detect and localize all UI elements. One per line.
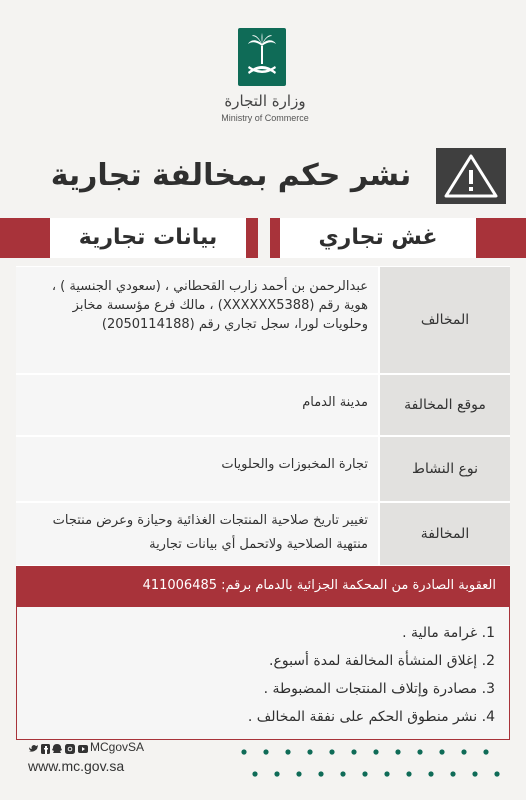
headline <box>0 148 526 204</box>
table-row-activity <box>16 437 510 503</box>
decor-dot <box>483 749 488 754</box>
penalty-header: العقوبة الصادرة من المحكمة الجزائية بالدمام برقم: 411006485 <box>16 566 510 606</box>
facebook-icon <box>41 744 50 754</box>
palm-swords-icon <box>238 28 286 86</box>
decor-dot <box>450 771 455 776</box>
ministry-name-en: Ministry of Commerce <box>221 113 309 123</box>
table-row-location <box>16 375 510 437</box>
instagram-icon <box>65 744 75 754</box>
decor-dot <box>296 771 301 776</box>
penalty-list <box>16 606 510 740</box>
tag-commercial-fraud: غش تجاري <box>280 218 476 258</box>
decor-dot <box>274 771 279 776</box>
website-link[interactable]: www.mc.gov.sa <box>28 758 125 774</box>
penalty-item: 3. مصادرة وإتلاف المنتجات المضبوطة . <box>263 681 495 697</box>
decor-dot <box>439 749 444 754</box>
tag-commercial-data: بيانات تجارية <box>50 218 246 258</box>
violator-value: عبدالرحمن بن أحمد زارب القحطاني ، (سعودي الجنسية ) ، هوية رقم (XXXXXX5388) ، مالك فرع مؤسسة مخابز وحلويات لورا، سجل تجاري رقم (2050114188) <box>16 267 378 373</box>
decor-dot <box>263 749 268 754</box>
decor-dot <box>307 749 312 754</box>
violation-value: تغيير تاريخ صلاحية المنتجات الغذائية وحيازة وعرض منتجات منتهية الصلاحية ولاتحمل أي بيانات تجارية <box>16 503 378 565</box>
decor-dot <box>428 771 433 776</box>
decor-dot <box>241 749 246 754</box>
ministry-logo <box>238 28 286 86</box>
snapchat-icon <box>52 744 62 753</box>
penalty-item: 1. غرامة مالية . <box>402 625 495 641</box>
decor-dot <box>373 749 378 754</box>
violator-label: المخالف <box>378 267 510 373</box>
table-row-violator <box>16 267 510 375</box>
twitter-icon <box>29 745 38 752</box>
location-value: مدينة الدمام <box>16 375 378 435</box>
decor-dot <box>472 771 477 776</box>
decor-dot <box>351 749 356 754</box>
decor-dot <box>252 771 257 776</box>
decor-dot <box>384 771 389 776</box>
decor-dot <box>340 771 345 776</box>
decorative-dots <box>236 746 518 786</box>
youtube-icon <box>78 745 88 753</box>
decor-dot <box>417 749 422 754</box>
decor-dot <box>329 749 334 754</box>
warning-triangle-icon <box>436 148 506 204</box>
activity-label: نوع النشاط <box>378 437 510 501</box>
penalty-item: 2. إغلاق المنشأة المخالفة لمدة أسبوع. <box>269 653 495 669</box>
activity-value: تجارة المخبوزات والحلويات <box>16 437 378 501</box>
social-icons <box>28 743 88 755</box>
decor-dot <box>406 771 411 776</box>
decor-dot <box>362 771 367 776</box>
ministry-name-ar: وزارة التجارة <box>224 92 306 110</box>
decor-dot <box>395 749 400 754</box>
decor-dot <box>285 749 290 754</box>
violation-label: المخالفة <box>378 503 510 565</box>
social-handle[interactable]: MCgovSA <box>90 740 145 754</box>
penalty-item: 4. نشر منطوق الحكم على نفقة المخالف . <box>247 709 495 725</box>
violation-details-table <box>16 266 510 567</box>
location-label: موقع المخالفة <box>378 375 510 435</box>
page-title: نشر حكم بمخالفة تجارية <box>50 158 412 193</box>
table-row-violation <box>16 503 510 567</box>
decor-dot <box>461 749 466 754</box>
decor-dot <box>318 771 323 776</box>
decor-dot <box>494 771 499 776</box>
